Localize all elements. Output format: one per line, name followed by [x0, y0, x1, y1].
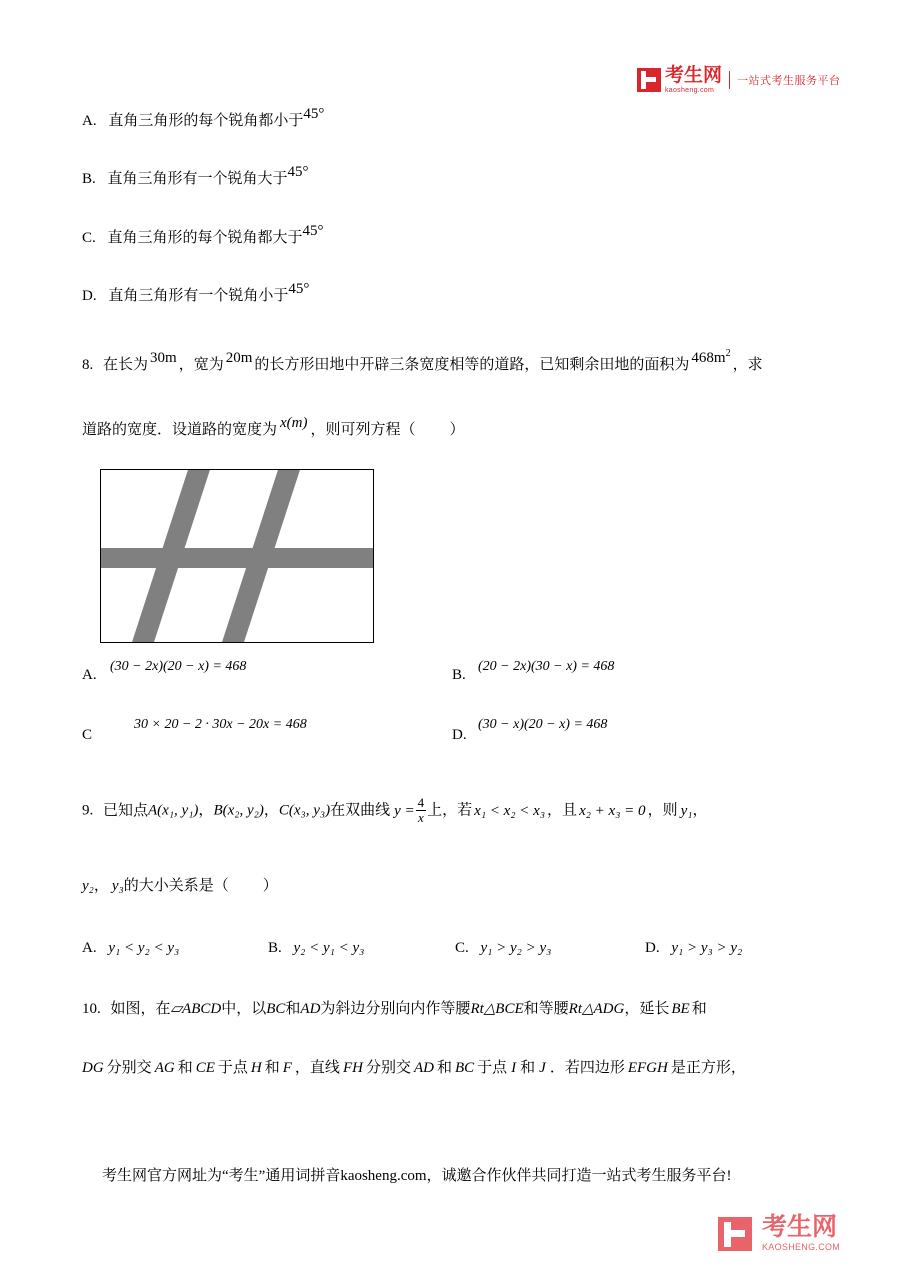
logo-name: 考生网: [665, 65, 723, 86]
q10-seg-bc: BC: [266, 1001, 286, 1017]
q10-text-3: 和: [285, 1001, 301, 1017]
q10-text-14: 和: [436, 1060, 452, 1076]
q10-text-16: 和: [520, 1060, 536, 1076]
q7-option-b-value: 45°: [287, 164, 309, 180]
q9-text-10: 的大小关系是（: [123, 878, 229, 894]
q9-option-b: [268, 937, 364, 959]
q8-option-a-label: A.: [82, 667, 97, 683]
q7-option-b-text: 直角三角形有一个锐角大于: [107, 171, 288, 187]
q9-point-c: C(x₃, y₃): [278, 802, 331, 819]
q9-curve-fraction: [416, 796, 427, 824]
footer-logo-name: 考生网: [762, 1213, 838, 1241]
q8-option-b-text-wrap: [478, 656, 614, 678]
q10-seg-bc-2: BC: [454, 1060, 475, 1076]
q9-option-d: [645, 937, 742, 959]
q8-option-a-text: (30 − 2x)(20 − x) = 468: [110, 659, 247, 674]
q9-stem-line1: [82, 797, 707, 825]
q10-point-h: H: [250, 1060, 262, 1076]
q7-option-c-value: 45°: [302, 223, 324, 239]
q9-stem-line2: [82, 875, 278, 897]
q9-inequality-2: x₂ + x₃ = 0: [579, 802, 646, 819]
q10-text-6: ，延长: [624, 1001, 670, 1017]
q9-text-9: ，: [93, 878, 109, 894]
q10-text-9: 和: [177, 1060, 193, 1076]
footer-logo-mark-icon: [718, 1217, 752, 1251]
q8-area-exponent: 2: [725, 348, 731, 359]
q8-option-d-label-wrap: [452, 724, 467, 746]
q9-inequality-1: x₁ < x₂ < x₃: [474, 802, 546, 819]
q9-y3: y₃: [111, 878, 124, 894]
q10-number: 10.: [82, 1001, 101, 1017]
q9-curve-denominator: x: [416, 810, 427, 825]
q9-option-b-text: y₂ < y₁ < y₃: [293, 940, 365, 956]
logo-tagline: 一站式考生服务平台: [737, 75, 841, 87]
q9-y1: y₁: [680, 802, 693, 819]
q10-seg-ce: CE: [195, 1060, 215, 1076]
q8-text-1: 在长为: [103, 357, 149, 373]
q9-point-b: B(x₂, y₂): [213, 802, 264, 819]
q8-option-b-text: (20 − 2x)(30 − x) = 468: [478, 659, 615, 674]
q7-option-d: [82, 281, 310, 307]
q9-option-d-label: D.: [645, 940, 660, 956]
q9-text-11: ）: [262, 878, 278, 894]
q9-text-5: 上，若: [427, 802, 473, 819]
q9-y2: y₂: [82, 878, 94, 894]
footer-promo-text: 考生网官方网址为“考生”通用词拼音kaosheng.com，诚邀合作伙伴共同打造一站式考生服务平台!: [102, 1168, 732, 1184]
q7-option-d-label: D.: [82, 288, 97, 304]
q7-option-a-text: 直角三角形的每个锐角都小于: [108, 113, 304, 129]
q9-option-d-text: y₁ > y₃ > y₂: [671, 940, 743, 956]
q7-option-d-text: 直角三角形有一个锐角小于: [108, 288, 289, 304]
q10-text-7: 和: [691, 1001, 707, 1017]
q8-option-b-label: B.: [452, 667, 466, 683]
q9-text-8: ，: [692, 802, 708, 819]
q8-stem-line1: [82, 350, 763, 376]
q10-seg-ad: AD: [300, 1001, 321, 1017]
q8-option-c-text: 30 × 20 − 2 · 30x − 20x = 468: [134, 717, 307, 732]
q10-parallelogram: ▱ABCD: [170, 1001, 222, 1017]
q9-text-1: 已知点: [103, 802, 149, 819]
q8-width-value: 20m: [225, 350, 253, 366]
q10-text-17: ．若四边形: [549, 1060, 625, 1076]
q8-text-4: ，求: [732, 357, 763, 373]
q8-text-5: 道路的宽度．设道路的宽度为: [82, 422, 278, 438]
q8-text-2: ，宽为: [178, 357, 224, 373]
q8-option-d-label: D.: [452, 727, 467, 743]
horizontal-path-band: [101, 548, 373, 568]
q8-number: 8.: [82, 357, 94, 373]
q8-variable: x(m): [280, 415, 308, 431]
q8-option-c-text-wrap: [134, 714, 307, 736]
q10-text-8: 分别交: [106, 1060, 152, 1076]
q10-stem-line2: [82, 1057, 746, 1079]
q7-option-c: [82, 223, 324, 249]
q10-line-fh: FH: [342, 1060, 363, 1076]
q7-option-c-label: C.: [82, 230, 96, 246]
q10-text-2: 中，以: [221, 1001, 267, 1017]
q7-option-a-value: 45°: [303, 106, 325, 122]
q8-text-6: ，则可列方程（: [310, 422, 416, 438]
q9-option-a-text: y₁ < y₂ < y₃: [108, 940, 180, 956]
q10-text-10: 于点: [217, 1060, 248, 1076]
q10-rt-adg: Rt△ADG: [568, 1001, 625, 1017]
site-logo-header: [637, 66, 841, 94]
q7-option-d-value: 45°: [288, 281, 310, 297]
q8-option-c-label-wrap: [82, 724, 92, 746]
q10-point-j: J: [539, 1060, 546, 1076]
q8-option-d-text-wrap: [478, 714, 607, 736]
site-logo-footer: [718, 1215, 840, 1252]
q10-seg-dg: DG: [82, 1060, 104, 1076]
q8-area-value: 468m: [691, 350, 726, 366]
q9-text-2: ，: [198, 802, 214, 819]
q8-length-value: 30m: [150, 350, 177, 366]
q8-text-7: ）: [449, 422, 465, 438]
q10-point-i: I: [511, 1060, 517, 1076]
q10-seg-ag: AG: [154, 1060, 175, 1076]
q8-option-b-label-wrap: [452, 664, 466, 686]
q9-option-a: [82, 937, 179, 959]
q8-text-3: 的长方形田地中开辟三条宽度相等的道路，已知剩余田地的面积为: [254, 357, 690, 373]
q7-option-b-label: B.: [82, 171, 96, 187]
q10-text-5: 和等腰: [523, 1001, 569, 1017]
q8-option-d-text: (30 − x)(20 − x) = 468: [478, 717, 608, 732]
rectangular-field-figure: [100, 469, 374, 643]
logo-mark-icon: [637, 68, 661, 92]
q8-option-a-text-wrap: [110, 656, 246, 678]
q7-option-a-label: A.: [82, 113, 97, 129]
q9-text-3: ，: [263, 802, 279, 819]
q10-text-11: 和: [264, 1060, 280, 1076]
q7-option-c-text: 直角三角形的每个锐角都大于: [107, 230, 303, 246]
q8-option-a-label-wrap: [82, 664, 97, 686]
q7-option-b: [82, 164, 309, 190]
q10-text-18: 是正方形，: [670, 1060, 746, 1076]
q9-curve-y: y =: [394, 802, 415, 819]
q10-rt-bce: Rt△BCE: [470, 1001, 524, 1017]
q9-text-7: ，则: [647, 802, 678, 819]
q10-text-12: ，直线: [294, 1060, 340, 1076]
q9-option-b-label: B.: [268, 940, 282, 956]
q10-quad-efgh: EFGH: [627, 1060, 668, 1076]
q9-option-c: [455, 937, 551, 959]
q9-option-c-text: y₁ > y₂ > y₃: [480, 940, 552, 956]
footer-logo-pinyin: KAOSHENG.COM: [762, 1242, 841, 1252]
q9-option-c-label: C.: [455, 940, 469, 956]
q10-text-13: 分别交: [365, 1060, 411, 1076]
logo-divider: [729, 71, 730, 89]
q8-stem-line2: [82, 415, 465, 441]
q9-number: 9.: [82, 802, 94, 819]
q10-text-4: 为斜边分别向内作等腰: [320, 1001, 471, 1017]
q8-option-c-label: C: [82, 727, 93, 743]
logo-pinyin: kaosheng.com: [665, 87, 715, 94]
q10-seg-be: BE: [671, 1001, 690, 1017]
q9-curve-numerator: 4: [417, 795, 425, 810]
q10-stem-line1: [82, 998, 707, 1020]
q7-option-a: [82, 106, 325, 132]
q9-option-a-label: A.: [82, 940, 97, 956]
q10-seg-ad-2: AD: [413, 1060, 434, 1076]
q9-text-6: ，且: [547, 802, 578, 819]
q10-text-15: 于点: [477, 1060, 508, 1076]
q9-point-a: A(x₁, y₁): [148, 802, 199, 819]
q10-text-1: 如图，在: [110, 1001, 171, 1017]
q9-text-4: 在双曲线: [330, 802, 391, 819]
q10-point-f: F: [282, 1060, 292, 1076]
